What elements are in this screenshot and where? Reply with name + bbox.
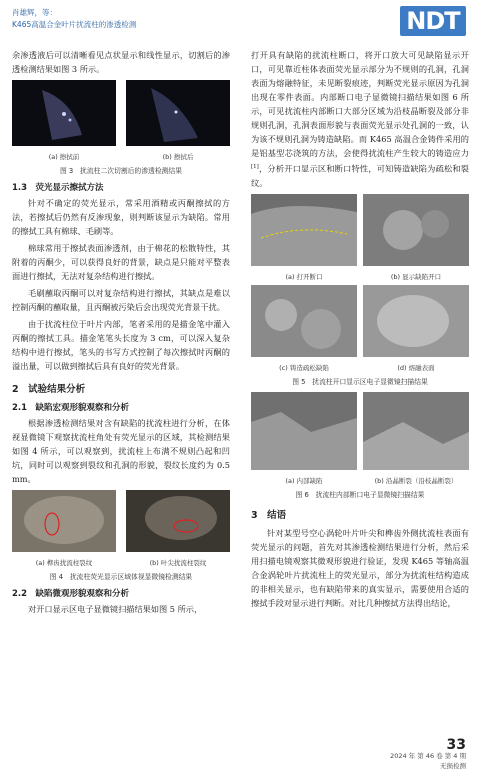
paragraph: 根据渗透检测结果对含有缺陷的扰流柱进行分析，在体视显微镜下观察扰流柱角处有荧光显示的区域，其检测结果如图 4 所示，可以观察到，扰流柱上布满不规则凸起和凹坑，同时可以观察到裂纹和孔洞的形貌，裂纹长度约为 0.5 mm。 [12, 418, 230, 484]
section-1-3-heading: 1.3 荧光显示擦拭方法 [12, 183, 104, 193]
header-authors: 肖雄辉，等： [12, 8, 57, 17]
issue-info: 2024 年 第 46 卷 第 4 期 [390, 752, 466, 760]
figure-3b [126, 80, 230, 161]
figure-5c-label: (c) 铸造疏松缺陷 [279, 363, 329, 372]
paragraph: 由于扰流柱位于叶片内部，笔者采用的是描金笔中灌入丙酮的擦拭工具。描金笔笔头长度为 3 cm，可以深入复杂结构中进行擦拭，笔头的书写方式控制了每次擦拭时丙酮的溢出量，可以做到擦拭后具有良好的荧光背景。 [12, 319, 230, 371]
figure-4b [126, 490, 230, 567]
section-2-1-heading: 2.1 缺陷宏观形貌观察和分析 [12, 403, 130, 413]
paragraph: 针对某型号空心涡轮叶片叶尖和榫齿外侧扰流柱表面有荧光显示的问题，首先对其渗透检测结果进行分析，然后采用扫描电镜观察其微观形貌进行验证，发现 K465 等轴高温合金涡轮叶片扰流柱上的荧光显示，部分为扰流柱结构造成的非相关显示，也有缺陷带来的真实显示，需要使用合适的擦拭手段对显示进行判断。对比几种擦拭方法得出结论， [251, 527, 469, 608]
figure-5a-label: (a) 打开断口 [285, 272, 323, 281]
figure-4 [12, 490, 230, 567]
journal-footer [390, 751, 466, 771]
figure-6b-image [363, 392, 469, 470]
figure-5-row-2 [251, 285, 469, 372]
figure-3 [12, 80, 230, 161]
figure-5c-image [251, 285, 357, 357]
figure-5a [251, 194, 357, 281]
figure-4a-label: (a) 榫齿扰流柱裂纹 [35, 559, 93, 567]
figure-4b-label: (b) 叶尖扰流柱裂纹 [149, 559, 207, 567]
ndt-logo: NDT [400, 6, 466, 36]
figure-3-caption: 图 3 扰流柱二次切割后的渗透检测结果 [59, 167, 183, 175]
figure-5-caption: 图 5 扰流柱开口显示区电子显微镜扫描结果 [292, 377, 428, 386]
figure-5d [363, 285, 469, 372]
paragraph-text: 打开具有缺陷的扰流柱断口，将开口放大可见缺陷显示开口，可见靠近柱体表面荧光显示部分为不规则的孔洞，孔洞表面为熔融特征，未见断裂痕迹，判断荧光显示原因为孔洞出现在零件表面。内部断口电子显微镜扫描结果如图 6 所示，可见扰流柱内部断口大部分区域为沿枝晶断裂及部分非规则孔洞，孔洞表面形貌与表面荧光显示处孔洞的一致，认为该不规则孔洞为铸造缺陷。而 K465 高温合金铸件采用的是铝基型芯浇筑的方法，会使得扰流柱产生较大的铸造应力 [251, 50, 469, 158]
figure-3a-label: (a) 擦拭前 [48, 153, 80, 161]
right-column [251, 48, 469, 613]
page-number: 33 [446, 737, 466, 753]
journal-name: 无损检测 [440, 762, 466, 770]
figure-3b-image [126, 80, 230, 146]
paragraph: 棉球常用于擦拭表面渗透剂，由于棉花的松散特性，其附着的丙酮少，可以获得良好的背景，缺点是只能对平整表面进行擦拭，无法对复杂结构进行擦拭。 [12, 243, 230, 281]
page-header [0, 0, 480, 44]
header-title: K465高温合金叶片扰流柱的渗透检测 [12, 20, 137, 29]
figure-5b-image [363, 194, 469, 266]
paragraph: 余渗透液后可以清晰看见点状显示和线性显示，切割后的渗透检测结果如图 3 所示。 [12, 50, 230, 74]
paragraph [251, 48, 469, 190]
figure-6a-image [251, 392, 357, 470]
paragraph: 对开口显示区电子显微镜扫描结果如图 5 所示， [28, 604, 203, 614]
figure-3b-label: (b) 擦拭后 [162, 153, 194, 161]
figure-5d-label: (d) 熔融表面 [397, 363, 435, 372]
figure-4-caption: 图 4 扰流柱荧光显示区域体视显微镜检测结果 [49, 573, 193, 581]
figure-6b [363, 392, 469, 485]
figure-5-row-1 [251, 194, 469, 281]
paragraph: 毛刷蘸取丙酮可以对复杂结构进行擦拭，其缺点是难以控制丙酮的蘸取量，且丙酮被污染后会出现荧光背景干扰。 [12, 288, 230, 312]
paragraph-text-end: ，分析开口显示区和断口特性，可知铸造缺陷为疏松和裂纹。 [251, 163, 469, 188]
figure-4a [12, 490, 116, 567]
figure-4a-image [12, 490, 116, 552]
figure-3a [12, 80, 116, 161]
left-column [12, 48, 230, 619]
running-head [12, 7, 136, 31]
figure-5b-label: (b) 显示缺陷开口 [390, 272, 442, 281]
section-2-heading: 2 试验结果分析 [12, 384, 86, 395]
figure-5d-image [363, 285, 469, 357]
figure-5c [251, 285, 357, 372]
figure-6 [251, 392, 469, 485]
figure-6a-label: (a) 内部缺陷 [285, 476, 323, 485]
reference-1: [1] [251, 164, 259, 170]
section-2-2-heading: 2.2 缺陷微观形貌观察和分析 [12, 589, 130, 599]
figure-6-caption: 图 6 扰流柱内部断口电子显微镜扫描结果 [295, 490, 425, 499]
figure-4b-image [126, 490, 230, 552]
figure-5a-image [251, 194, 357, 266]
figure-3a-image [12, 80, 116, 146]
figure-5b [363, 194, 469, 281]
figure-6a [251, 392, 357, 485]
section-3-heading: 3 结语 [251, 509, 287, 521]
figure-6b-label: (b) 沿晶断裂（沿枝晶断裂） [374, 476, 458, 485]
paragraph: 针对不确定的荧光显示，常采用酒精或丙酮擦拭的方法，若擦拭后仍然有反渗现象，则判断该显示为缺陷。常用的擦拭工具有棉球、毛刷等。 [12, 198, 230, 236]
